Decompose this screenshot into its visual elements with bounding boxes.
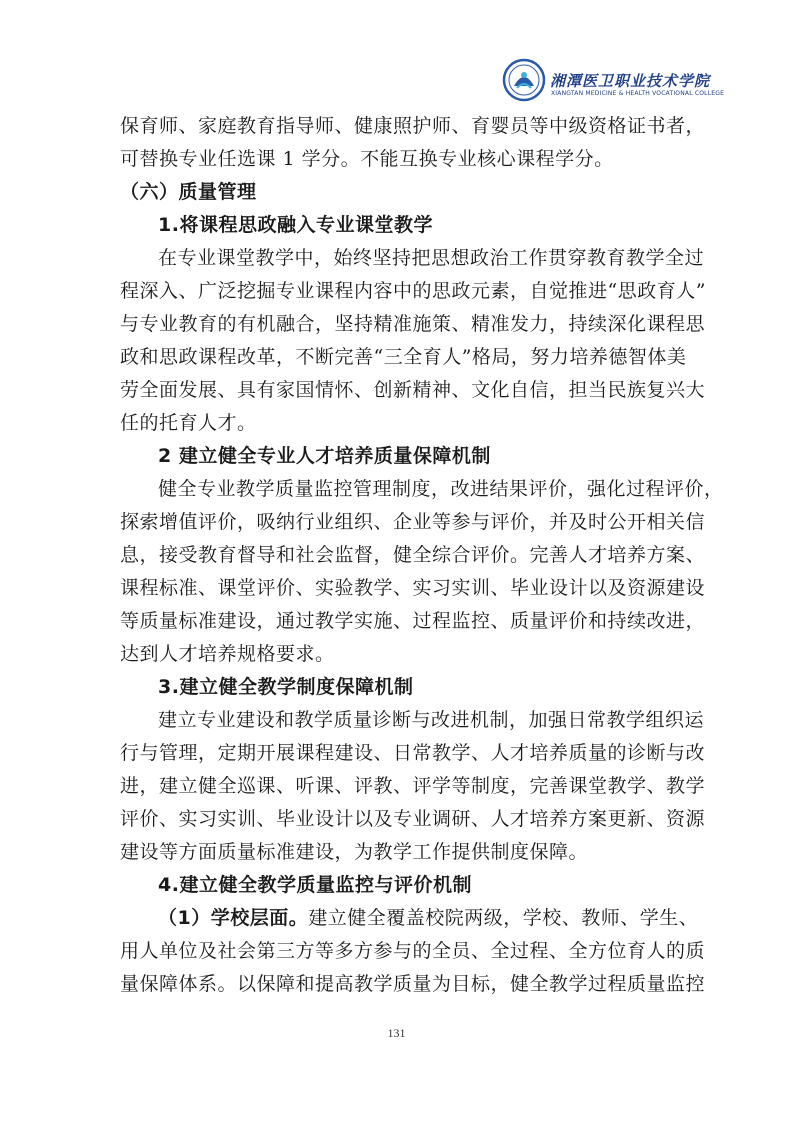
document-body (120, 110, 724, 1001)
paragraph-line: 健全专业教学质量监控管理制度，改进结果评价，强化过程评价， (158, 478, 724, 500)
college-logo (502, 58, 725, 102)
paragraph-line: 课程标准、课堂评价、实验教学、实习实训、毕业设计以及资源建设 (120, 577, 706, 599)
paragraph-line: 建立专业建设和教学质量诊断与改进机制，加强日常教学组织运 (158, 709, 705, 731)
college-emblem-icon (502, 58, 546, 102)
paragraph-line (120, 902, 699, 935)
paragraph-line: 评价、实习实训、毕业设计以及专业调研、人才培养方案更新、资源 (120, 808, 706, 830)
subheading-3: 3.建立健全教学制度保障机制 (158, 676, 414, 698)
paragraph-line: 在专业课堂教学中，始终坚持把思想政治工作贯穿教育教学全过 (158, 247, 705, 269)
paragraph-line: 政和思政课程改革，不断完善“三全育人”格局，努力培养德智体美 (120, 346, 687, 368)
section-heading: （六）质量管理 (120, 181, 257, 203)
subheading-2: 2 建立健全专业人才培养质量保障机制 (158, 445, 491, 467)
paragraph-line: 息，接受教育督导和社会监督，健全综合评价。完善人才培养方案、 (120, 544, 706, 566)
paragraph-lead: （1）学校层面。 (158, 907, 309, 929)
paragraph-line: 进，建立健全巡课、听课、评教、评学等制度，完善课堂教学、教学 (120, 775, 706, 797)
page-header (0, 0, 793, 110)
subheading-1: 1.将课程思政融入专业课堂教学 (158, 214, 433, 236)
paragraph-line: 量保障体系。以保障和提高教学质量为目标，健全教学过程质量监控 (120, 973, 706, 995)
paragraph-line: 用人单位及社会第三方等多方参与的全员、全过程、全方位育人的质 (120, 940, 706, 962)
paragraph-line: 可替换专业任选课 1 学分。不能互换专业核心课程学分。 (120, 148, 614, 170)
school-name-en: XIANGTAN MEDICINE & HEALTH VOCATIONAL COLLEGE (551, 90, 725, 97)
paragraph-line: 劳全面发展、具有家国情怀、创新精神、文化自信，担当民族复兴大 (120, 379, 706, 401)
paragraph-line: 等质量标准建设，通过教学实施、过程监控、质量评价和持续改进， (120, 610, 706, 632)
paragraph-line: 程深入、广泛挖掘专业课程内容中的思政元素，自觉推进“思政育人” (120, 280, 706, 302)
subheading-4: 4.建立健全教学质量监控与评价机制 (158, 874, 472, 896)
page-number: 131 (387, 1026, 406, 1040)
paragraph-line: 行与管理，定期开展课程建设、日常教学、人才培养质量的诊断与改 (120, 742, 706, 764)
paragraph-line: 探索增值评价，吸纳行业组织、企业等参与评价，并及时公开相关信 (120, 511, 706, 533)
paragraph-line: 与专业教育的有机融合，坚持精准施策、精准发力，持续深化课程思 (120, 313, 706, 335)
paragraph-text: 建立健全覆盖校院两级，学校、教师、学生、 (308, 907, 699, 929)
paragraph-line: 任的托育人才。 (120, 412, 257, 434)
school-name-cn: 湘潭医卫职业技术学院 (550, 72, 711, 90)
paragraph-line: 建设等方面质量标准建设，为教学工作提供制度保障。 (120, 841, 589, 863)
paragraph-line: 保育师、家庭教育指导师、健康照护师、育婴员等中级资格证书者， (120, 115, 706, 137)
paragraph-line: 达到人才培养规格要求。 (120, 643, 335, 665)
